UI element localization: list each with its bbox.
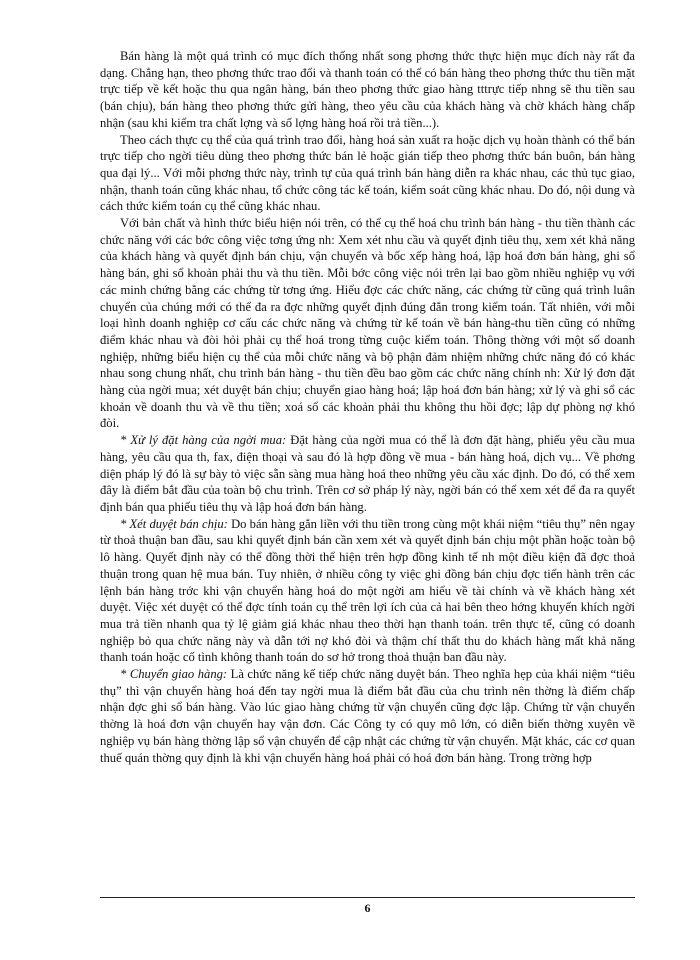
paragraph-4 (100, 432, 635, 516)
paragraph-6 (100, 666, 635, 766)
footer-rule (100, 897, 635, 898)
paragraph-6-body: Là chức năng kế tiếp chức năng duyệt bán. Theo nghĩa hẹp của khái niệm “tiêu thụ” thì vận chuyển hàng hoá đến tay ngời mua là điểm bắt đầu của chu trình nên thờng là điểm chấp nhận đợc ghi sổ bán hàng. Vào lúc giao hàng chứng từ vận chuyển cũng đợc lập. Chứng từ vận chuyển thờng là hoá đơn vận chuyển hay vận đơn. Các Công ty có quy mô lớn, có diễn biến thờng xuyên về nghiệp vụ bán hàng thờng lập sổ vận chuyển để cập nhật các chứng từ vận chuyển. Mặt khác, các cơ quan thuế quán thờng quy định là khi vận chuyển hàng hoá phải có hoá đơn bán hàng. Trong trờng hợp (100, 667, 635, 765)
paragraph-2: Theo cách thực cụ thể của quá trình trao đổi, hàng hoá sản xuất ra hoặc dịch vụ hoàn thành có thể bán trực tiếp cho ngời tiêu dùng theo phơng thức bán lẻ hoặc gián tiếp theo phơng thức bán buôn, bán hàng qua đại lý... Với mỗi phơng thức này, trình tự của quá trình bán hàng diễn ra khác nhau, các thủ tục giao, nhận, thanh toán cũng khác nhau, tổ chức công tác kế toán, kiểm soát cũng khác nhau. Do đó, nội dung và cách thức kiểm toán cụ thể cũng khác nhau. (100, 132, 635, 214)
paragraph-5-heading: * Xét duyệt bán chịu: (120, 516, 228, 531)
paragraph-4-body: Đặt hàng của ngời mua có thể là đơn đặt hàng, phiếu yêu cầu mua hàng, yêu cầu qua th, fax, điện thoại và sau đó là hợp đồng về mua - bán hàng hoá, dịch vụ... Về phơng diện pháp lý đó là sự bày tỏ việc sẵn sàng mua hàng hoá theo những yêu cầu xác định. Do đó, có thể xem đây là điểm bắt đầu của toàn bộ chu trình. Trên cơ sở pháp lý này, ngời bán có thể xem xét để đa ra quyết định bán qua phiếu tiêu thụ và lập hoá đơn bán hàng. (100, 433, 635, 514)
page-number: 6 (364, 901, 371, 915)
paragraph-5 (100, 516, 635, 666)
paragraph-6-heading: * Chuyển giao hàng: (120, 667, 228, 682)
paragraph-5-body: Do bán hàng gắn liền với thu tiền trong cùng một khái niệm “tiêu thụ” nên ngay từ thoả thuận ban đầu, sau khi quyết định bán cần xem xét và quyết định bán chịu một phần hoặc toàn bộ lô hàng. Quyết định này có thể đồng thời thể hiện trên hợp đồng kinh tế nh một điều kiện đã đợc thoả thuận trong quan hệ mua bán. Tuy nhiên, ở nhiều công ty việc ghi đồng bán chịu đợc tiến hành trên các lệnh bán hàng trớc khi vận chuyển hàng hoá do một ngời am hiểu về tài chính và về khách hàng xét duyệt. Việc xét duyệt có thể đợc tính toán cụ thể trên lợi ích của cả hai bên theo hớng khuyến khích ngời mua trả tiền nhanh qua tỷ lệ giảm giá khác nhau theo thời hạn thanh toán. trên thực tế, cũng có doanh nghiệp bỏ qua chức năng này và dẫn tới nợ khó đòi và thậm chí thất thu do khách hàng mất khả năng thanh toán hoặc cố tình không thanh toán do sơ hở trong thoả thuận ban đầu này. (100, 516, 635, 665)
paragraph-3: Với bản chất và hình thức biểu hiện nói trên, có thể cụ thể hoá chu trình bán hàng - thu tiền thành các chức năng với các bớc công việc tơng ứng nh: Xem xét nhu cầu và quyết định tiêu thụ, xem xét khả năng của khách hàng và quyết định bán chịu, vận chuyển và bốc xếp hàng hoá, lập hoá đơn bán hàng, ghi sổ hàng bán, ghi sổ khoản phải thu và thu tiền. Mỗi bớc công việc nói trên lại bao gồm nhiều nghiệp vụ với các minh chứng bằng các chứng từ tơng ứng. Hiểu đợc các chức năng, các chứng từ cũng quá trình luân chuyển của chúng mới có thể đa ra đợc những quyết định đúng đắn trong kiểm toán. Tất nhiên, với mỗi loại hình doanh nghiệp cơ cấu các chức năng và chứng từ kế toán về bán hàng-thu tiền cũng có những điểm khác nhau và đòi hỏi phải cụ thể hoá trong từng cuộc kiểm toán. Thông thờng với một số doanh nghiệp, những biểu hiện cụ thể của mỗi chức năng và bộ phận đảm nhiệm những chức năng đó có khác nhau song chung nhất, chu trình bán hàng - thu tiền đều bao gồm các chức năng chính nh: Xử lý đơn đặt hàng của ngời mua; xét duyệt bán chịu; chuyển giao hàng hoá; lập hoá đơn bán hàng; xử lý và ghi sổ các khoản về doanh thu và về thu tiền; xoá sổ các khoản phải thu không thu hồi đợc; lập dự phòng nợ khó đòi. (100, 216, 635, 431)
paragraph-1: Bán hàng là một quá trình có mục đích thống nhất song phơng thức thực hiện mục đích này rất đa dạng. Chẳng hạn, theo phơng thức trao đổi và thanh toán có thể có bán hàng theo phơng thức thu tiền mặt trực tiếp về kết hoặc thu qua ngân hàng, bán theo phơng thức giao hàng tttrực tiếp nhng sẽ thu tiền sau (bán chịu), bán hàng theo phơng thức gửi hàng, theo yêu cầu của khách hàng và chờ khách hàng chấp nhận (sau khi kiểm tra chất lợng và số lợng hàng hoá rồi trả tiền...). (100, 49, 635, 130)
paragraph-4-heading: * Xử lý đặt hàng của ngời mua: (120, 433, 287, 448)
body-text (100, 48, 635, 766)
